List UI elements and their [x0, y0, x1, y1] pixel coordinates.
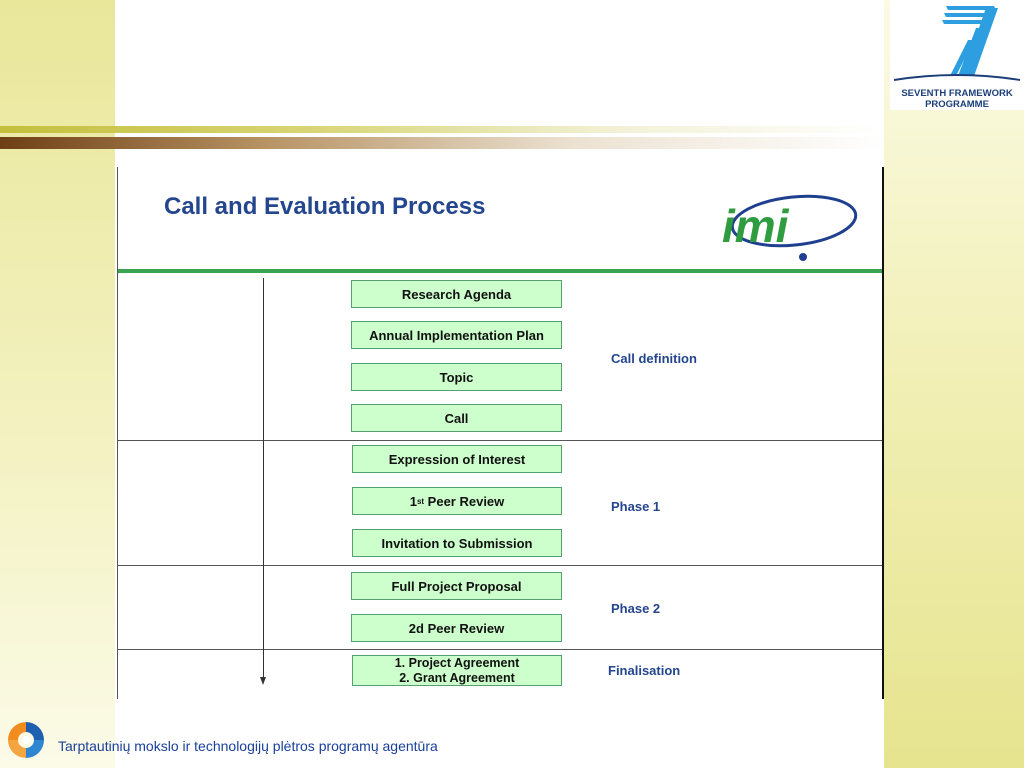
step-first-peer-review-sup: st	[416, 496, 425, 506]
timeline-arrow-icon	[260, 677, 266, 685]
timeline-line	[263, 278, 264, 678]
step-first-peer-review-ordinal: 1	[409, 493, 417, 509]
step-first-peer-review	[352, 487, 562, 515]
step-research-agenda: Research Agenda	[351, 280, 562, 308]
section-divider-1	[118, 440, 882, 441]
phase-2: Phase 2	[611, 601, 661, 616]
header-band-dark	[0, 137, 884, 149]
step-topic: Topic	[351, 363, 562, 391]
step-invitation-to-submission: Invitation to Submission	[352, 529, 562, 557]
section-divider-3	[118, 649, 882, 650]
step-project-agreement: 1. Project Agreement	[394, 655, 520, 670]
step-first-peer-review-rest: Peer Review	[424, 493, 505, 509]
fp7-caption-line1: SEVENTH FRAMEWORK	[901, 88, 1013, 99]
right-decor-panel	[884, 0, 1024, 768]
phase-1: Phase 1	[611, 499, 661, 514]
step-grant-agreement: 2. Grant Agreement	[399, 670, 515, 685]
section-divider-2	[118, 565, 882, 566]
fp7-caption	[890, 88, 1024, 110]
step-agreements	[352, 655, 562, 686]
left-decor-panel	[0, 0, 115, 768]
process-slide	[117, 167, 884, 699]
title-rule	[118, 269, 882, 273]
step-expression-of-interest: Expression of Interest	[352, 445, 562, 473]
step-annual-implementation-plan: Annual Implementation Plan	[351, 321, 562, 349]
phase-finalisation: Finalisation	[608, 663, 681, 678]
phase-call-definition: Call definition	[611, 351, 697, 366]
slide-title: Call and Evaluation Process	[164, 193, 486, 220]
step-second-peer-review: 2d Peer Review	[351, 614, 562, 642]
fp7-caption-line2: PROGRAMME	[925, 99, 989, 110]
step-full-project-proposal: Full Project Proposal	[351, 572, 562, 600]
fp7-seven-icon	[890, 0, 1024, 88]
imi-logo-text: imi	[722, 200, 789, 252]
step-call: Call	[351, 404, 562, 432]
agency-logo-icon	[6, 720, 46, 760]
agency-logo	[6, 720, 46, 760]
header-band-light	[0, 126, 884, 133]
imi-logo	[716, 187, 862, 267]
agency-name: Tarptautinių mokslo ir technologijų plėtros programų agentūra	[58, 738, 438, 754]
